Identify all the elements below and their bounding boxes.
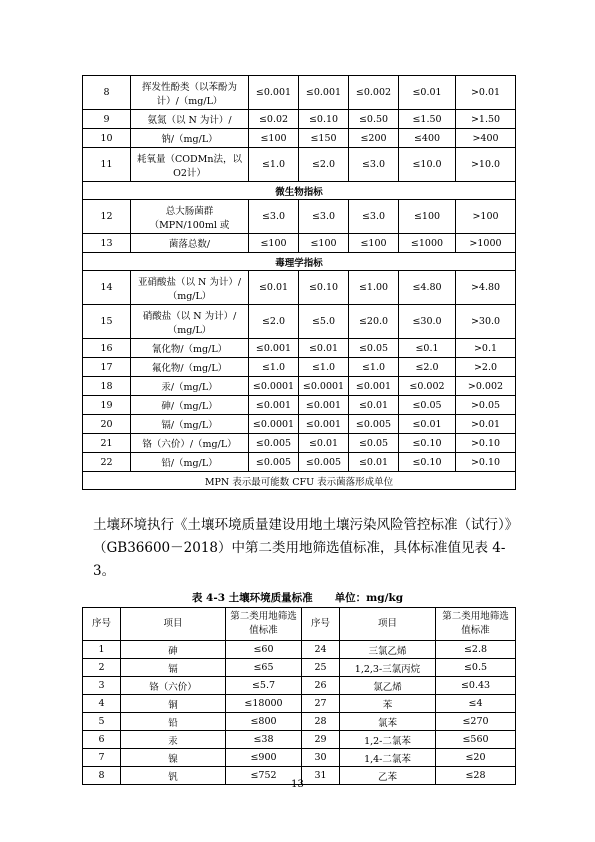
limit-value: >0.01: [456, 76, 516, 110]
section-header-row: [83, 182, 516, 200]
indicator-name: 汞/（mg/L）: [131, 377, 249, 396]
item-name: 三氯乙烯: [340, 641, 436, 659]
limit-value: ≤0.002: [349, 76, 399, 110]
limit-value: ≤0.05: [349, 434, 399, 453]
limit-value: >0.05: [456, 396, 516, 415]
limit-value: ≤30.0: [399, 305, 456, 339]
row-number: 17: [83, 358, 131, 377]
limit-value: ≤0.01: [299, 434, 349, 453]
limit-value: ≤10.0: [399, 148, 456, 182]
limit-value: >0.10: [456, 453, 516, 472]
indicator-name: 挥发性酚类（以苯酚为计）/（mg/L）: [131, 76, 249, 110]
row-number: 15: [83, 305, 131, 339]
header-cell: 序号: [83, 608, 121, 641]
limit-value: ≤1.0: [299, 358, 349, 377]
screening-value: ≤5.7: [226, 677, 302, 695]
table-row: [83, 305, 516, 339]
row-number: 4: [83, 695, 121, 713]
row-number: 22: [83, 453, 131, 472]
header-cell: 第二类用地筛选值标准: [226, 608, 302, 641]
row-number: 9: [83, 110, 131, 129]
limit-value: ≤0.01: [299, 339, 349, 358]
limit-value: ≤2.0: [399, 358, 456, 377]
table-row: [83, 148, 516, 182]
limit-value: >1000: [456, 234, 516, 253]
limit-value: ≤0.01: [399, 415, 456, 434]
table-note-row: [83, 472, 516, 490]
limit-value: ≤20.0: [349, 305, 399, 339]
screening-value: ≤28: [436, 767, 516, 785]
caption-title: 表 4-3 土壤环境质量标准: [191, 592, 313, 604]
section-header-row: [83, 253, 516, 271]
limit-value: ≤0.0001: [299, 377, 349, 396]
screening-value: ≤0.43: [436, 677, 516, 695]
caption-unit: 单位：mg/kg: [334, 592, 404, 604]
item-name: 1,2,3-三氯丙烷: [340, 659, 436, 677]
limit-value: ≤0.10: [399, 453, 456, 472]
table-row: [83, 695, 516, 713]
table-note: MPN 表示最可能数 CFU 表示菌落形成单位: [83, 472, 516, 490]
limit-value: >2.0: [456, 358, 516, 377]
row-number: 11: [83, 148, 131, 182]
limit-value: ≤3.0: [349, 148, 399, 182]
limit-value: ≤100: [249, 129, 299, 148]
limit-value: ≤3.0: [249, 200, 299, 234]
table-row: [83, 76, 516, 110]
table-row: [83, 415, 516, 434]
limit-value: ≤150: [299, 129, 349, 148]
item-name: 1,2-二氯苯: [340, 731, 436, 749]
limit-value: ≤200: [349, 129, 399, 148]
indicator-name: 耗氧量（CODMn法，以O2计）: [131, 148, 249, 182]
limit-value: ≤3.0: [349, 200, 399, 234]
limit-value: ≤0.50: [349, 110, 399, 129]
limit-value: ≤3.0: [299, 200, 349, 234]
limit-value: ≤1.50: [399, 110, 456, 129]
table-row: [83, 200, 516, 234]
screening-value: ≤752: [226, 767, 302, 785]
limit-value: >0.1: [456, 339, 516, 358]
soil-quality-table: [82, 607, 516, 785]
screening-value: ≤270: [436, 713, 516, 731]
row-number: 18: [83, 377, 131, 396]
indicator-name: 镉/（mg/L）: [131, 415, 249, 434]
table-row: [83, 377, 516, 396]
limit-value: >0.002: [456, 377, 516, 396]
row-number: 21: [83, 434, 131, 453]
indicator-name: 菌落总数/: [131, 234, 249, 253]
limit-value: >400: [456, 129, 516, 148]
header-cell: 序号: [302, 608, 340, 641]
row-number: 10: [83, 129, 131, 148]
limit-value: ≤0.01: [399, 76, 456, 110]
table-row: [83, 731, 516, 749]
section-title: 毒理学指标: [83, 253, 516, 271]
limit-value: ≤0.10: [299, 271, 349, 305]
item-name: 乙苯: [340, 767, 436, 785]
indicator-name: 铅/（mg/L）: [131, 453, 249, 472]
row-number: 24: [302, 641, 340, 659]
limit-value: ≤2.0: [299, 148, 349, 182]
table-row: [83, 659, 516, 677]
limit-value: ≤0.001: [299, 76, 349, 110]
row-number: 14: [83, 271, 131, 305]
limit-value: ≤1.0: [249, 358, 299, 377]
indicator-name: 铬（六价）/（mg/L）: [131, 434, 249, 453]
screening-value: ≤38: [226, 731, 302, 749]
limit-value: ≤5.0: [299, 305, 349, 339]
table-row: [83, 434, 516, 453]
screening-value: ≤18000: [226, 695, 302, 713]
limit-value: ≤0.001: [349, 377, 399, 396]
row-number: 30: [302, 749, 340, 767]
indicator-name: 氟化物/（mg/L）: [131, 358, 249, 377]
limit-value: ≤100: [399, 200, 456, 234]
item-name: 汞: [121, 731, 226, 749]
screening-value: ≤0.5: [436, 659, 516, 677]
item-name: 铜: [121, 695, 226, 713]
table-row: [83, 129, 516, 148]
limit-value: ≤0.001: [299, 396, 349, 415]
row-number: 1: [83, 641, 121, 659]
row-number: 7: [83, 749, 121, 767]
table-row: [83, 396, 516, 415]
limit-value: >1.50: [456, 110, 516, 129]
screening-value: ≤2.8: [436, 641, 516, 659]
row-number: 5: [83, 713, 121, 731]
table-row: [83, 677, 516, 695]
limit-value: ≤0.1: [399, 339, 456, 358]
item-name: 镉: [121, 659, 226, 677]
table-row: [83, 271, 516, 305]
limit-value: ≤0.10: [399, 434, 456, 453]
row-number: 8: [83, 76, 131, 110]
item-name: 氯苯: [340, 713, 436, 731]
table-row: [83, 339, 516, 358]
row-number: 16: [83, 339, 131, 358]
limit-value: ≤2.0: [249, 305, 299, 339]
item-name: 铅: [121, 713, 226, 731]
screening-value: ≤560: [436, 731, 516, 749]
limit-value: ≤100: [349, 234, 399, 253]
limit-value: ≤0.10: [299, 110, 349, 129]
item-name: 钒: [121, 767, 226, 785]
limit-value: >100: [456, 200, 516, 234]
limit-value: >4.80: [456, 271, 516, 305]
table-row: [83, 453, 516, 472]
row-number: 8: [83, 767, 121, 785]
page-number: 13: [291, 779, 304, 790]
row-number: 26: [302, 677, 340, 695]
limit-value: ≤4.80: [399, 271, 456, 305]
limit-value: ≤400: [399, 129, 456, 148]
table-row: [83, 713, 516, 731]
row-number: 2: [83, 659, 121, 677]
limit-value: ≤0.002: [399, 377, 456, 396]
row-number: 3: [83, 677, 121, 695]
header-cell: 第二类用地筛选值标准: [436, 608, 516, 641]
item-name: 砷: [121, 641, 226, 659]
limit-value: >0.01: [456, 415, 516, 434]
limit-value: >0.10: [456, 434, 516, 453]
indicator-name: 砷/（mg/L）: [131, 396, 249, 415]
row-number: 20: [83, 415, 131, 434]
screening-value: ≤800: [226, 713, 302, 731]
row-number: 27: [302, 695, 340, 713]
limit-value: ≤0.0001: [249, 415, 299, 434]
screening-value: ≤20: [436, 749, 516, 767]
table-header-row: [83, 608, 516, 641]
row-number: 28: [302, 713, 340, 731]
item-name: 铬（六价）: [121, 677, 226, 695]
indicator-name: 硝酸盐（以 N 为计）/（mg/L）: [131, 305, 249, 339]
item-name: 镍: [121, 749, 226, 767]
screening-value: ≤4: [436, 695, 516, 713]
limit-value: ≤100: [299, 234, 349, 253]
limit-value: ≤0.02: [249, 110, 299, 129]
indicator-name: 氰化物/（mg/L）: [131, 339, 249, 358]
limit-value: >30.0: [456, 305, 516, 339]
row-number: 31: [302, 767, 340, 785]
table-row: [83, 641, 516, 659]
header-cell: 项目: [340, 608, 436, 641]
screening-value: ≤65: [226, 659, 302, 677]
item-name: 1,4-二氯苯: [340, 749, 436, 767]
table-row: [83, 110, 516, 129]
item-name: 氯乙烯: [340, 677, 436, 695]
limit-value: ≤1000: [399, 234, 456, 253]
limit-value: ≤0.005: [249, 453, 299, 472]
limit-value: ≤0.05: [349, 339, 399, 358]
table-4-3-caption: [0, 590, 595, 605]
row-number: 13: [83, 234, 131, 253]
section-title: 微生物指标: [83, 182, 516, 200]
limit-value: ≤0.01: [249, 271, 299, 305]
limit-value: ≤0.01: [349, 396, 399, 415]
limit-value: ≤0.005: [349, 415, 399, 434]
limit-value: >10.0: [456, 148, 516, 182]
water-quality-table: [82, 75, 516, 490]
limit-value: ≤0.0001: [249, 377, 299, 396]
table-row: [83, 234, 516, 253]
header-cell: 项目: [121, 608, 226, 641]
limit-value: ≤1.00: [349, 271, 399, 305]
limit-value: ≤0.005: [299, 453, 349, 472]
screening-value: ≤900: [226, 749, 302, 767]
table-row: [83, 358, 516, 377]
screening-value: ≤60: [226, 641, 302, 659]
indicator-name: 总大肠菌群（MPN/100ml 或: [131, 200, 249, 234]
limit-value: ≤0.005: [249, 434, 299, 453]
limit-value: ≤1.0: [249, 148, 299, 182]
row-number: 6: [83, 731, 121, 749]
table-row: [83, 749, 516, 767]
row-number: 19: [83, 396, 131, 415]
indicator-name: 氨氮（以 N 为计）/: [131, 110, 249, 129]
limit-value: ≤1.0: [349, 358, 399, 377]
indicator-name: 钠/（mg/L）: [131, 129, 249, 148]
row-number: 25: [302, 659, 340, 677]
row-number: 12: [83, 200, 131, 234]
limit-value: ≤0.01: [349, 453, 399, 472]
limit-value: ≤0.05: [399, 396, 456, 415]
item-name: 苯: [340, 695, 436, 713]
limit-value: ≤0.001: [249, 76, 299, 110]
limit-value: ≤0.001: [249, 339, 299, 358]
limit-value: ≤0.001: [249, 396, 299, 415]
limit-value: ≤100: [249, 234, 299, 253]
limit-value: ≤0.001: [299, 415, 349, 434]
soil-standard-paragraph: 土壤环境执行《土壤环境质量建设用地土壤污染风险管控标准（试行）》（GB36600－2018）中第二类用地筛选值标准，具体标准值见表 4-3。: [93, 517, 512, 579]
row-number: 29: [302, 731, 340, 749]
indicator-name: 亚硝酸盐（以 N 为计）/（mg/L）: [131, 271, 249, 305]
